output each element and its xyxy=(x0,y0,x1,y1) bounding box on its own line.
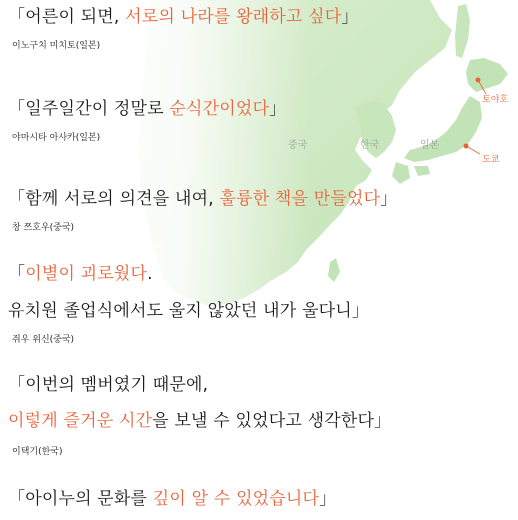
quote-text: 「아이누의 문화를 xyxy=(8,489,153,509)
country-label-japan: 일본 xyxy=(420,140,440,151)
quote-text: 「 xyxy=(8,264,26,284)
quote-1-attribution: 이노구치 미치토(일본) xyxy=(12,41,101,51)
quote-3 xyxy=(8,188,397,210)
quote-highlight: 서로의 나라를 왕래하고 싶다 xyxy=(125,7,342,27)
quote-3-attribution: 창 쯔호우(중국) xyxy=(12,223,75,233)
quote-highlight: 이별이 괴로웠다 xyxy=(25,264,148,284)
quote-highlight: 이렇게 즐거운 시간 xyxy=(8,411,153,431)
country-label-korea: 한국 xyxy=(360,140,380,151)
city-label-lake-toya: 토야호 xyxy=(482,95,509,105)
quote-text: 」 xyxy=(341,7,359,27)
quote-5-line-2 xyxy=(8,410,391,432)
quote-text: 을 보낼 수 있었다고 생각한다」 xyxy=(152,411,392,431)
quote-highlight: 훌륭한 책을 만들었다 xyxy=(219,189,381,209)
quote-4-attribution: 쥐우 위신(중국) xyxy=(12,335,75,345)
quote-text: 」 xyxy=(319,489,337,509)
quote-text: 「함께 서로의 의견을 내여, xyxy=(8,189,220,209)
quote-1 xyxy=(8,6,359,28)
quote-5-attribution: 이택기(한국) xyxy=(12,447,63,457)
quote-4-line-2 xyxy=(8,300,369,322)
quote-text: 」 xyxy=(269,99,287,119)
quote-text: . xyxy=(147,264,153,284)
quote-text: 」 xyxy=(380,189,398,209)
quote-text: 유치원 졸업식에서도 울지 않았던 내가 울다니」 xyxy=(8,301,370,321)
quote-2 xyxy=(8,98,286,120)
quote-6 xyxy=(8,488,336,510)
quote-highlight: 순식간이었다 xyxy=(169,99,270,119)
quote-5-line-1 xyxy=(8,374,208,396)
city-label-tokyo: 도쿄 xyxy=(482,155,500,165)
quote-highlight: 깊이 알 수 있었습니다 xyxy=(152,489,320,509)
quote-4-line-1 xyxy=(8,263,153,285)
quote-text: 「어른이 되면, xyxy=(8,7,126,27)
quote-text: 「이번의 멤버였기 때문에, xyxy=(8,375,209,395)
quote-2-attribution: 야마시타 아사카(일본) xyxy=(12,133,101,143)
quote-text: 「일주일간이 정말로 xyxy=(8,99,170,119)
country-label-china: 중국 xyxy=(288,140,308,151)
